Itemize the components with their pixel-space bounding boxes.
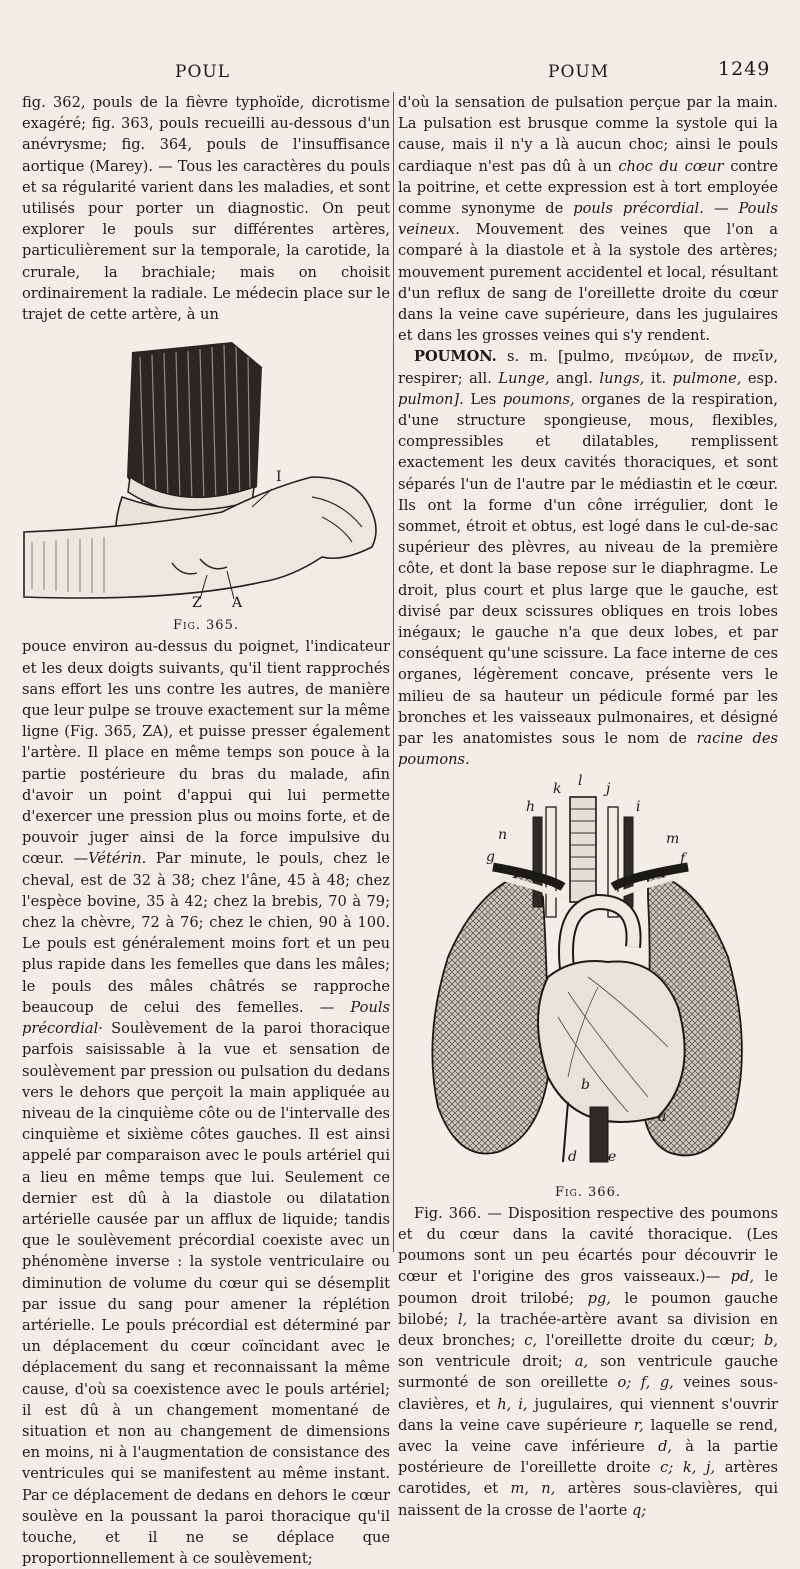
choc-term: choc du cœur [618, 157, 724, 175]
page-number: 1249 [718, 58, 771, 80]
poumon-etymology: s. m. [pulmo, πνεύμων, de πνεῖν, respirer; all. [398, 348, 778, 387]
legend-t12: artères sous-clavières, qui naissent de la crosse de l'aorte [398, 1480, 779, 1519]
legend-pg: pg, [587, 1289, 611, 1307]
fig365-label-Z: Z [192, 595, 202, 612]
column-divider [393, 92, 394, 1252]
heart-lungs-illustration [398, 777, 778, 1182]
legend-hi: h, i, [497, 1395, 528, 1413]
pouls-precordial-term: pouls précordial. [573, 200, 704, 218]
pouls-continuation-paragraph [398, 92, 778, 346]
fig366-label-g: g [486, 848, 495, 865]
veineux-text: Mouvement des veines que l'on a comparé à la diastole et à la systole des artères; mouvement purement accidentel et local, résultant d'un reflux de sang de l'oreillette droite du cœur dans la veine cave supérieure, dans les jugulaires et dans les grosses veines qui s'y rendent. [398, 221, 778, 345]
fig365-caption: Fig. 365. [173, 618, 239, 634]
fig366-label-d: d [568, 1148, 577, 1165]
legend-c2: c; [660, 1459, 674, 1477]
fig366-label-m: m [666, 830, 680, 847]
legend-t1: le poumon droit trilobé; [398, 1268, 779, 1307]
fig366-label-a: a [658, 1108, 667, 1125]
legend-c: c, [524, 1331, 538, 1349]
legend-a: a, [574, 1353, 589, 1371]
legend-t6: son ventricule gauche surmonté de son oreillette [398, 1353, 779, 1392]
legend-t10: à la partie postérieure de l'oreillette droite [398, 1437, 779, 1477]
poumon-entry [398, 346, 778, 770]
header-right-word: POUM [548, 62, 610, 82]
legend-t7: veines sous-clavières, et [398, 1374, 779, 1413]
fig366-label-b: b [581, 1076, 590, 1093]
racine-term: racine des poumons. [398, 730, 778, 769]
continuation-text: d'où la sensation de pulsation perçue par la main. La pulsation est brusque comme la systole qui la cause, mais il n'y a là aucun choc; ainsi le pouls cardiaque n'est pas dû à un [398, 94, 778, 175]
legend-r: r, [633, 1416, 644, 1434]
fig365-label-I: I [276, 469, 282, 486]
legend-b: b, [764, 1331, 778, 1349]
poumons-term: poumons, [502, 390, 575, 408]
fig366-label-j: j [606, 780, 611, 797]
legend-kj: k, j, [682, 1459, 716, 1477]
figure-365-pulse-taking [22, 327, 390, 615]
etym-esp: esp. [747, 369, 779, 387]
etym-it: it. [650, 369, 667, 387]
legend-o: o; [617, 1374, 632, 1392]
legend-d: d, [658, 1437, 673, 1455]
left-column [22, 92, 390, 1569]
precordial-text: Soulèvement de la paroi thoracique parfois saisissable à la vue et sensation de soulèvement par pression ou pulsation du dedans vers le dehors que perçoit la main appliquée au niveau de la cinquième côte ou de l'intervalle des cinquième et sixième côtes gauches. Il est ainsi appelé par comparaison avec le pouls artériel qui a lieu en même temps que lui. Seulement ce dernier est dû à la diastole ou dilatation artérielle causée par un afflux de liquide; tandis que le soulèvement précordial coexiste avec un phénomène inverse : la systole ventriculaire ou diminution de volume du cœur qui se désemplit par issue du sang pour amener la réplétion artérielle. Le pouls précordial est déterminé par un déplacement du cœur coïncidant avec le déplacement du sang et reconnaissant la même cause, d'où sa coexistence avec le pouls artériel; il est dû à un changement momentané de situation et non au changement de dimensions en moins, ni à l'augmentation de consistance des ventricules qui se manifestent au même instant. Par ce déplacement de dedans en dehors le cœur soulève en la poussant la paroi thoracique qu'il touche, et il ne se déplace que proportionnellement à ce soulèvement; [22, 1020, 390, 1568]
legend-t8: jugulaires, qui viennent s'ouvrir dans la veine cave supérieure [398, 1395, 778, 1434]
veterin-text: Par minute, le pouls, chez le cheval, est de 32 à 38; chez l'âne, 45 à 48; chez l'espèce bovine, 35 à 42; chez la brebis, 70 à 79; chez la chèvre, 72 à 76; chez le chien, 90 à 100. Le pouls est généralement moins fort et un peu plus rapide dans les femelles que dans les mâles; le pouls des mâles châtrés se rapproche beaucoup de celui des femelles. [22, 850, 390, 1016]
poumon-definition: organes de la respiration, d'une structure spongieuse, mous, flexibles, compressibles et dilatables, remplissent exactement les deux cavités thoraciques, et sont séparés l'un de l'autre par le médiastin et le cœur. Ils ont la forme d'un cône irrégulier, dont le sommet, étroit et obtus, est logé dans le cul-de-sac supérieur des plèvres, au niveau de la première côte, et dont la base repose sur le diaphragme. Le droit, plus court et plus large que le gauche, est divisé par deux scissures obliques en trois lobes inégaux; le gauche n'a que deux lobes, et par conséquent qu'une scissure. La face interne de ces organes, légèrement concave, présente vers le milieu de sa hauteur un pédicule formé par les bronches et les vaisseaux pulmonaires, et désigné par les anatomistes sous le nom de [398, 390, 779, 748]
fig366-label-i: i [636, 798, 641, 815]
legend-q: q; [632, 1501, 647, 1519]
pulse-intro-paragraph: fig. 362, pouls de la fièvre typhoïde, dicrotisme exagéré; fig. 363, pouls recueilli au-dessous d'un anévrysme; fig. 364, pouls de l'insuffisance aortique (Marey). — Tous les caractères du pouls et sa régularité varient dans les maladies, et sont utilisés pour porter un diagnostic. On peut explorer le pouls sur différentes artères, particulièrement sur la temporale, la carotide, la crurale, la brachiale; mais on choisit ordinairement la radiale. Le médecin place sur le trajet de cette artère, à un [22, 94, 390, 324]
pulse-method-paragraph [22, 636, 390, 1569]
legend-t11: artères carotides, et [398, 1459, 779, 1498]
legend-t4: l'oreillette droite du cœur; [545, 1331, 756, 1349]
fig366-label-h: h [526, 798, 536, 815]
etym-pulmone: pulmone, [672, 369, 742, 387]
running-header [0, 58, 800, 86]
fig366-label-f: f [680, 850, 686, 867]
etym-pulmon: pulmon]. [398, 390, 464, 408]
les-word: Les [470, 390, 497, 408]
header-left-word: POUL [175, 62, 230, 82]
fig366-label-k: k [553, 780, 562, 797]
legend-mn: m, n, [510, 1480, 556, 1498]
fig366-caption: Fig. 366. [555, 1184, 621, 1200]
etym-lunge: Lunge, [498, 369, 550, 387]
veineux-label: — Pouls veineux. [398, 200, 779, 239]
fig366-legend-intro: Fig. 366. — Disposition respective des poumons et du cœur dans la cavité thoracique. (Les poumons sont un peu écartés pour découvrir le cœur et l'origine des gros vaisseaux.)— [398, 1204, 778, 1286]
fig366-label-l: l [578, 772, 583, 789]
right-column [398, 92, 778, 1521]
veterin-label: —Vétérin. [73, 850, 147, 868]
fig366-label-e: e [608, 1148, 617, 1165]
fig366-label-n: n [498, 826, 508, 843]
legend-t9: laquelle se rend, avec la veine cave inférieure [398, 1416, 778, 1455]
legend-t5: son ventricule droit; [398, 1353, 563, 1371]
etym-lungs: lungs, [599, 369, 645, 387]
hand-pulse-illustration [22, 327, 390, 615]
legend-t2: le poumon gauche bilobé; [398, 1289, 779, 1328]
pulse-method-text: pouce environ au-dessus du poignet, l'indicateur et les deux doigts suivants, qu'il tient rapprochés sans effort les uns contre les autres, de manière que leur pulpe se trouve exactement sur la même ligne (Fig. 365, ZA), et puisse presser également l'artère. Il place en même temps son pouce à la partie postérieure du bras du malade, afin d'avoir un point d'appui qui lui permette d'exercer une pression plus ou moins forte, et de pouvoir juger ainsi de la force impulsive du cœur. [22, 638, 390, 868]
legend-fg: f, g, [640, 1374, 674, 1392]
fig366-legend [398, 1203, 778, 1521]
precordial-label: — Pouls précordial· [22, 998, 391, 1038]
legend-l: l, [458, 1310, 468, 1328]
legend-pd: pd, [730, 1268, 755, 1286]
legend-t3: la trachée-artère avant sa division en deux bronches; [398, 1310, 779, 1349]
continuation-text-2: contre la poitrine, et cette expression est à tort employée comme synonyme de [398, 157, 779, 218]
fig365-label-A: A [232, 595, 243, 612]
etym-angl: angl. [556, 369, 593, 387]
figure-366-heart-lungs [398, 772, 778, 1182]
poumon-headword: POUMON. [414, 348, 497, 366]
